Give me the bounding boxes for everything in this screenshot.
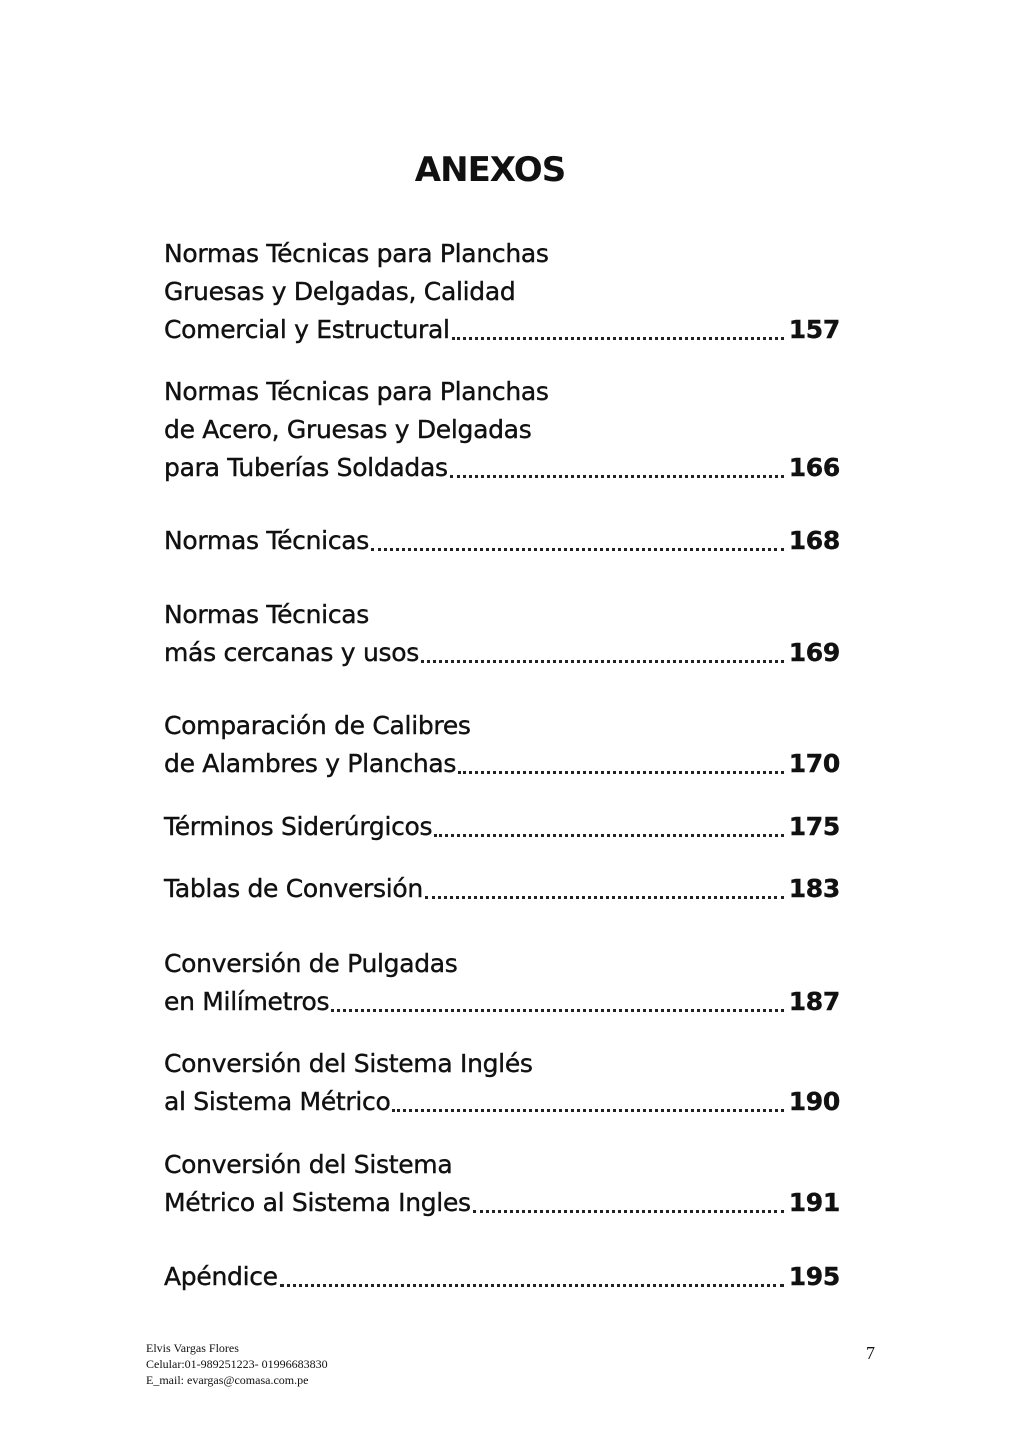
toc-entry[interactable] [164, 522, 840, 560]
toc-page-number: 190 [788, 1087, 840, 1116]
dot-leader [331, 1009, 784, 1012]
toc-page-number: 191 [788, 1188, 840, 1217]
toc-entry-line: Métrico al Sistema Ingles [164, 1188, 471, 1217]
toc-entry[interactable] [164, 870, 840, 908]
dot-leader [452, 337, 784, 340]
toc-entry[interactable] [164, 596, 840, 672]
toc-entry-line: Conversión del Sistema Inglés [164, 1049, 533, 1078]
dot-leader [280, 1284, 784, 1287]
toc-entry-line: de Alambres y Planchas [164, 749, 457, 778]
page-number: 7 [866, 1343, 875, 1363]
toc-entry-line: para Tuberías Soldadas [164, 453, 448, 482]
toc-entry[interactable] [164, 235, 840, 349]
toc-entry-line: Gruesas y Delgadas, Calidad [164, 277, 516, 306]
toc-entry[interactable] [164, 808, 840, 846]
toc-entry-line: Normas Técnicas para Planchas [164, 377, 549, 406]
toc-entry-line: Tablas de Conversión [164, 874, 423, 903]
dot-leader [371, 548, 784, 551]
toc-entry-line: Normas Técnicas [164, 526, 370, 555]
toc-entry-line: Comercial y Estructural [164, 315, 450, 344]
toc-entry[interactable] [164, 1258, 840, 1296]
dot-leader [473, 1210, 784, 1213]
dot-leader [450, 475, 784, 478]
toc-page-number: 183 [788, 874, 840, 903]
author-phone: Celular:01-989251223- 01996683830 [146, 1357, 328, 1371]
toc-entry-line: Comparación de Calibres [164, 711, 471, 740]
toc-entry[interactable] [164, 1045, 840, 1121]
toc-page-number: 166 [788, 453, 840, 482]
toc-entry-line: al Sistema Métrico [164, 1087, 391, 1116]
toc-page-number: 169 [788, 638, 840, 667]
toc-entry-line: de Acero, Gruesas y Delgadas [164, 415, 532, 444]
toc-entry-line: en Milímetros [164, 987, 330, 1016]
page-footer [146, 1340, 328, 1388]
dot-leader [421, 660, 784, 663]
toc-entry-line: Apéndice [164, 1262, 278, 1291]
toc-entry[interactable] [164, 1146, 840, 1222]
dot-leader [434, 834, 784, 837]
author-email: E_mail: evargas@comasa.com.pe [146, 1373, 309, 1387]
toc-entry[interactable] [164, 707, 840, 783]
toc-entry-line: más cercanas y usos [164, 638, 419, 667]
toc-page-number: 195 [788, 1262, 840, 1291]
dot-leader [458, 771, 784, 774]
toc-page-number: 170 [788, 749, 840, 778]
toc-entry-line: Normas Técnicas para Planchas [164, 239, 549, 268]
toc-page-number: 168 [788, 526, 840, 555]
toc-entry-line: Conversión del Sistema [164, 1150, 453, 1179]
toc-entry[interactable] [164, 373, 840, 487]
page-title: ANEXOS [414, 150, 566, 190]
toc-page-number: 175 [788, 812, 840, 841]
toc-entry-line: Normas Técnicas [164, 600, 370, 629]
toc-page-number: 157 [788, 315, 840, 344]
toc-entry[interactable] [164, 945, 840, 1021]
toc-entry-line: Conversión de Pulgadas [164, 949, 458, 978]
dot-leader [392, 1109, 784, 1112]
dot-leader [425, 896, 784, 899]
author-name: Elvis Vargas Flores [146, 1341, 239, 1355]
toc-page-number: 187 [788, 987, 840, 1016]
toc-entry-line: Términos Siderúrgicos [164, 812, 433, 841]
